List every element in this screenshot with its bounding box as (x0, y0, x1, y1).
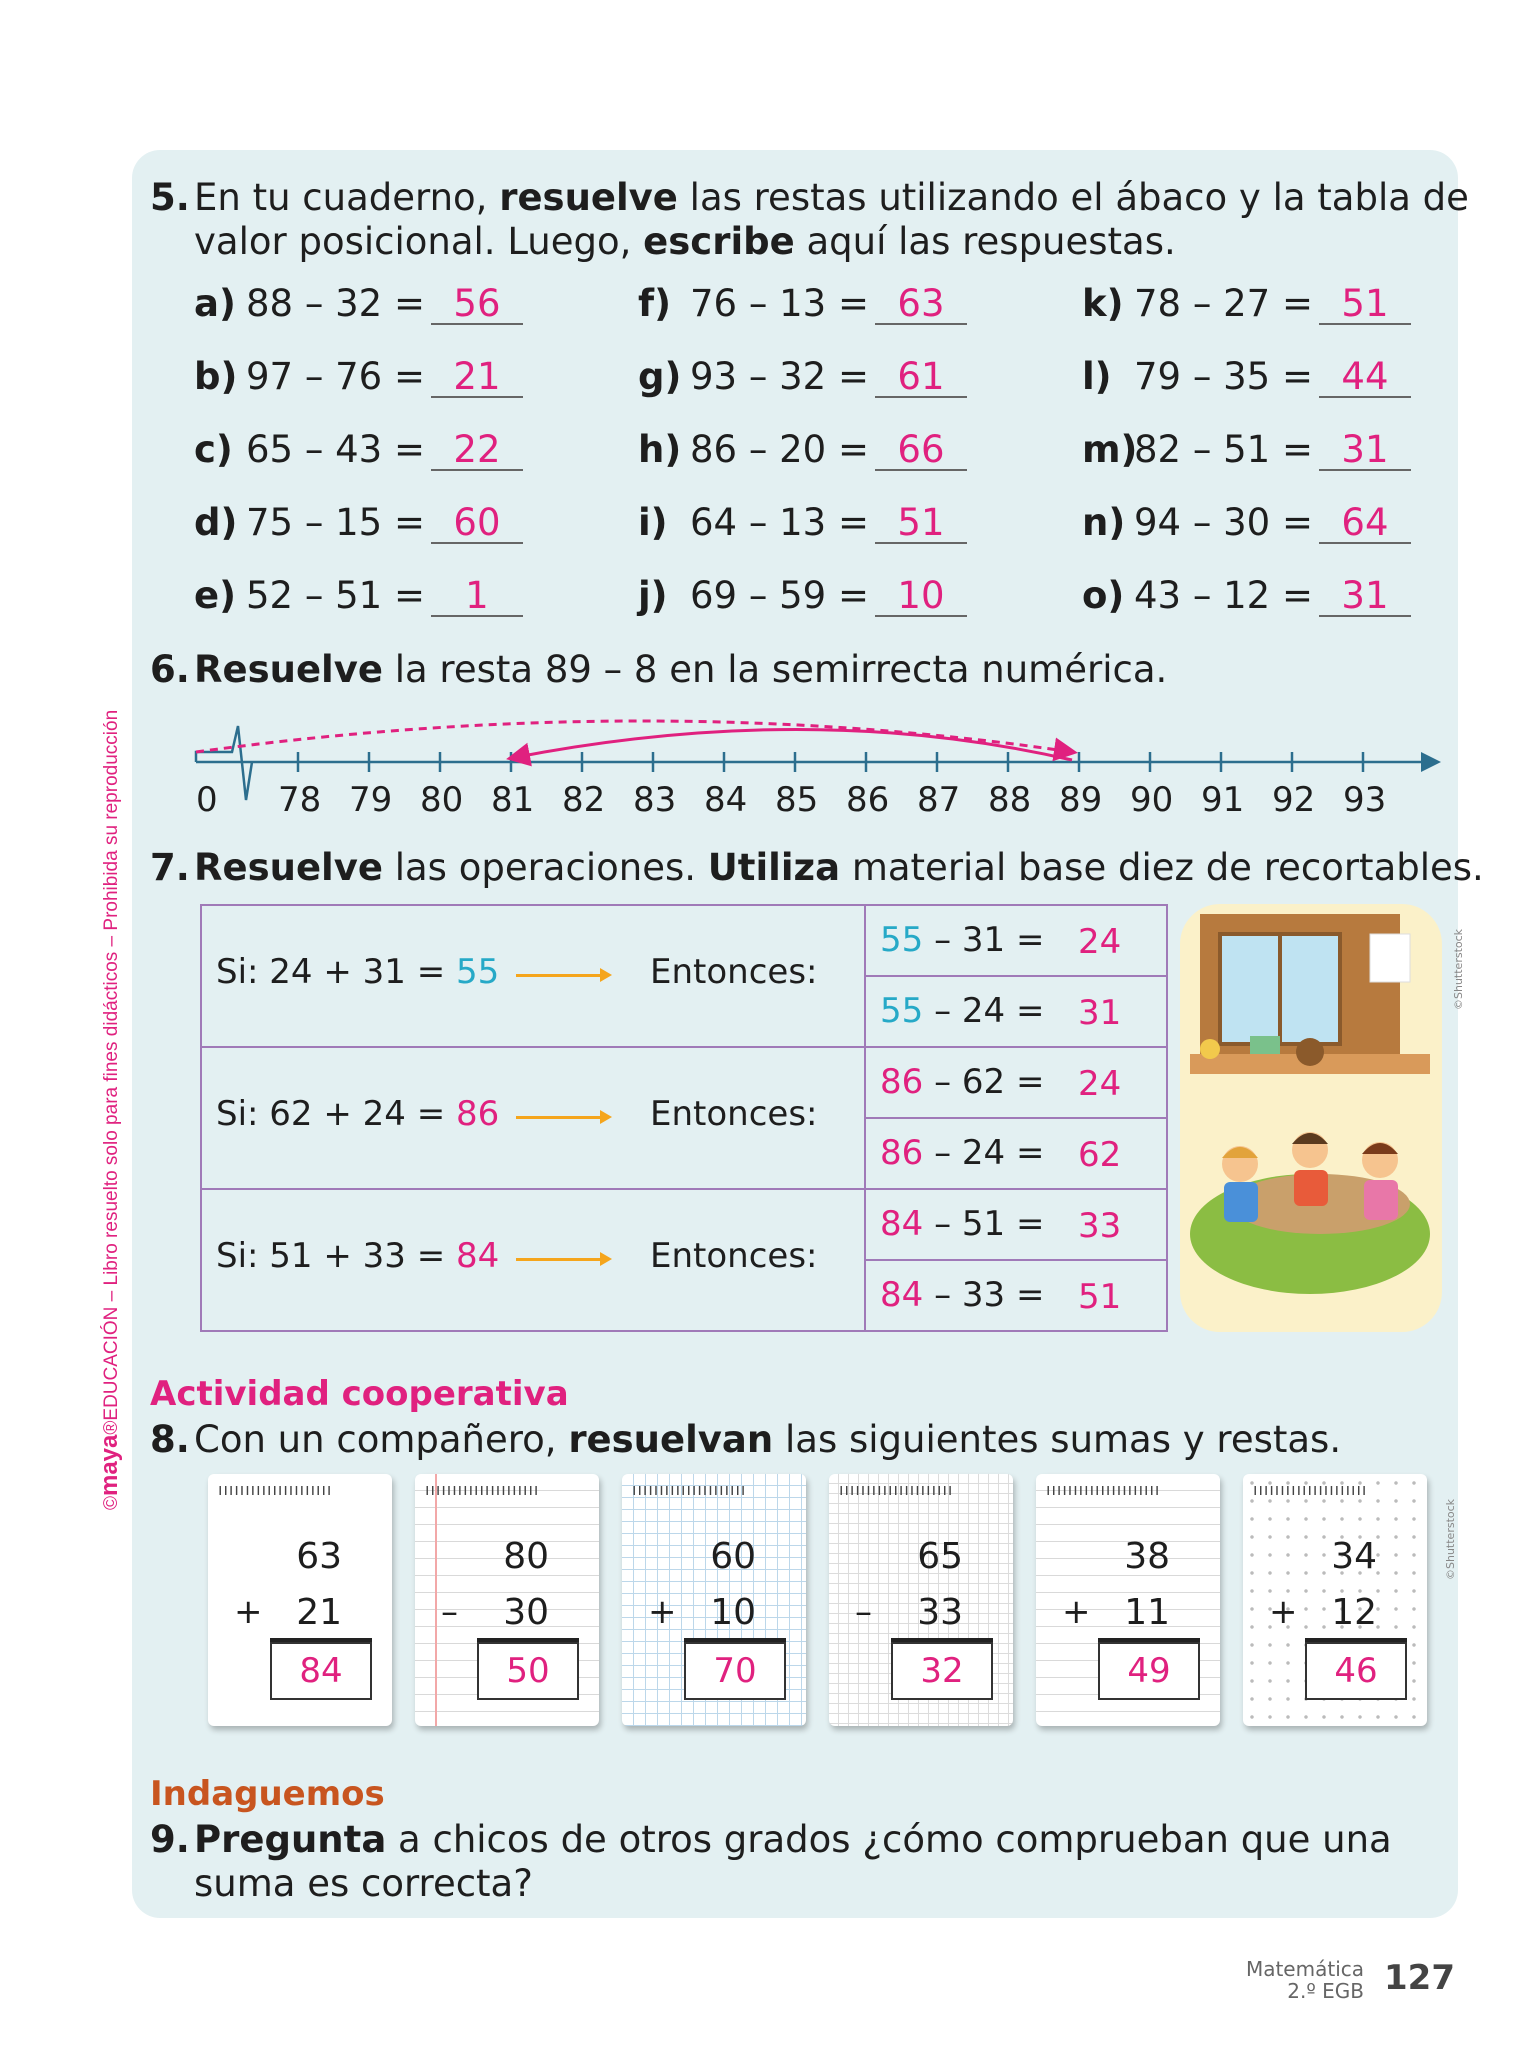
entonces-label: Entonces: (650, 1094, 818, 1134)
image-credit-2: ©Shutterstock (1444, 1498, 1457, 1580)
given-sum: Si: 62 + 24 = 86 (216, 1094, 500, 1134)
given-sum: Si: 24 + 31 = 55 (216, 952, 500, 992)
subtraction-arrow (512, 729, 1072, 760)
image-credit: ©Shutterstock (1452, 928, 1465, 1010)
spiral-rings-icon: ııııııııııııııııııııı (632, 1480, 747, 1499)
subtraction-cell (864, 1119, 1168, 1190)
item-label: f) (638, 282, 672, 325)
bottom-number: 11 (1124, 1592, 1170, 1633)
operator-sign: + (1062, 1592, 1091, 1632)
number-line-label: 87 (917, 780, 961, 820)
item-label: i) (638, 501, 668, 544)
item-label: b) (194, 355, 238, 398)
footer-subject: Matemática 2.º EGB (1245, 1957, 1364, 2003)
spiral-rings-icon: ııııııııııııııııııııı (425, 1480, 540, 1499)
operation: – 33 = (934, 1275, 1045, 1315)
notebook-card (1243, 1474, 1427, 1726)
item-expression: 86 – 20 = (690, 428, 869, 471)
number-line-label: 83 (633, 780, 677, 820)
answer-blank[interactable]: 60 (431, 504, 523, 544)
answer-blank[interactable]: 44 (1319, 358, 1411, 398)
item-label: m) (1082, 428, 1138, 471)
minuend: 86 (880, 1062, 924, 1102)
item-expression: 97 – 76 = (246, 355, 425, 398)
subtraction-cell (864, 977, 1168, 1048)
subtraction-cell (864, 906, 1168, 977)
answer-blank[interactable]: 1 (431, 577, 523, 617)
number-line-label: 84 (704, 780, 748, 820)
number-line-label: 0 (196, 780, 218, 820)
number-line-label: 89 (1059, 780, 1103, 820)
notebook-card (1036, 1474, 1220, 1726)
item-label: c) (194, 428, 233, 471)
number-line-label: 78 (278, 780, 322, 820)
item-expression: 94 – 30 = (1134, 501, 1313, 544)
notebook-card (415, 1474, 599, 1726)
answer-blank[interactable]: 63 (875, 285, 967, 325)
side-copyright-text: ©maya®EDUCACIÓN – Libro resuelto solo para fines didácticos – Prohibida su reproducción (96, 709, 123, 1510)
operation: – 31 = (934, 920, 1045, 960)
subtraction-cell (864, 1048, 1168, 1119)
answer-blank[interactable]: 64 (1319, 504, 1411, 544)
item-label: h) (638, 428, 682, 471)
bottom-number: 30 (503, 1592, 549, 1633)
answer-box[interactable]: 84 (270, 1642, 372, 1700)
result[interactable]: 31 (1078, 993, 1122, 1033)
cooperative-heading: Actividad cooperativa (150, 1374, 569, 1414)
top-number: 65 (917, 1536, 963, 1577)
answer-blank[interactable]: 31 (1319, 577, 1411, 617)
number-line-label: 85 (775, 780, 819, 820)
number-line-label: 86 (846, 780, 890, 820)
spiral-rings-icon: ııııııııııııııııııııı (1253, 1480, 1368, 1499)
bottom-number: 10 (710, 1592, 756, 1633)
result[interactable]: 24 (1078, 922, 1122, 962)
minuend: 55 (880, 920, 924, 960)
operations-table (200, 904, 1168, 1332)
item-label: d) (194, 501, 238, 544)
minuend: 86 (880, 1133, 924, 1173)
answer-box[interactable]: 49 (1098, 1642, 1200, 1700)
operation: – 24 = (934, 1133, 1045, 1173)
number-line-label: 80 (420, 780, 464, 820)
top-number: 34 (1331, 1536, 1377, 1577)
item-expression: 76 – 13 = (690, 282, 869, 325)
minuend: 84 (880, 1204, 924, 1244)
item-label: k) (1082, 282, 1124, 325)
item-expression: 79 – 35 = (1134, 355, 1313, 398)
item-expression: 78 – 27 = (1134, 282, 1313, 325)
number-line-label: 91 (1201, 780, 1245, 820)
top-number: 63 (296, 1536, 342, 1577)
answer-box[interactable]: 50 (477, 1642, 579, 1700)
answer-blank[interactable]: 66 (875, 431, 967, 471)
classroom-illustration (1180, 904, 1442, 1332)
answer-box[interactable]: 46 (1305, 1642, 1407, 1700)
answer-blank[interactable]: 22 (431, 431, 523, 471)
item-expression: 75 – 15 = (246, 501, 425, 544)
page-number: 127 (1384, 1958, 1455, 1998)
number-line-label: 81 (491, 780, 535, 820)
exercise-5-instruction: 5. En tu cuaderno, resuelve las restas utilizando el ábaco y la tabla de valor posicional. Luego, escribe aquí las respuestas. (150, 176, 1469, 263)
answer-box[interactable]: 70 (684, 1642, 786, 1700)
entonces-label: Entonces: (650, 952, 818, 992)
operator-sign: – (855, 1592, 872, 1632)
answer-blank[interactable]: 61 (875, 358, 967, 398)
operator-sign: + (1269, 1592, 1298, 1632)
result[interactable]: 62 (1078, 1135, 1122, 1175)
minuend: 55 (880, 991, 924, 1031)
item-expression: 52 – 51 = (246, 574, 425, 617)
operator-sign: – (441, 1592, 458, 1632)
notebook-card (622, 1474, 806, 1726)
answer-blank[interactable]: 56 (431, 285, 523, 325)
exercise-9-instruction: 9. Pregunta a chicos de otros grados ¿cómo comprueban que una suma es correcta? (150, 1818, 1392, 1905)
spiral-rings-icon: ııııııııııııııııııııı (839, 1480, 954, 1499)
item-label: n) (1082, 501, 1126, 544)
operation: – 62 = (934, 1062, 1045, 1102)
top-number: 60 (710, 1536, 756, 1577)
item-label: o) (1082, 574, 1125, 617)
item-label: g) (638, 355, 682, 398)
number-line-label: 93 (1343, 780, 1387, 820)
top-number: 80 (503, 1536, 549, 1577)
operation: – 24 = (934, 991, 1045, 1031)
table-row (202, 1048, 864, 1190)
result[interactable]: 24 (1078, 1064, 1122, 1104)
exercise-8-instruction: 8. Con un compañero, resuelvan las siguientes sumas y restas. (150, 1418, 1342, 1461)
answer-box[interactable]: 32 (891, 1642, 993, 1700)
orange-arrow-icon (516, 1258, 608, 1261)
number-line (0, 0, 1536, 840)
operation: – 51 = (934, 1204, 1045, 1244)
exercise-7-instruction: 7. Resuelve las operaciones. Utiliza material base diez de recortables. (150, 846, 1484, 889)
inquiry-heading: Indaguemos (150, 1774, 385, 1814)
bottom-number: 33 (917, 1592, 963, 1633)
item-label: l) (1082, 355, 1112, 398)
answer-blank[interactable]: 51 (875, 504, 967, 544)
result[interactable]: 51 (1078, 1277, 1122, 1317)
table-row (202, 906, 864, 1048)
spiral-rings-icon: ııııııııııııııııııııı (218, 1480, 333, 1499)
spiral-rings-icon: ııııııııııııııııııııı (1046, 1480, 1161, 1499)
top-number: 38 (1124, 1536, 1170, 1577)
answer-blank[interactable]: 51 (1319, 285, 1411, 325)
bottom-number: 12 (1331, 1592, 1377, 1633)
item-expression: 65 – 43 = (246, 428, 425, 471)
item-expression: 69 – 59 = (690, 574, 869, 617)
item-label: e) (194, 574, 237, 617)
number-line-label: 90 (1130, 780, 1174, 820)
item-expression: 64 – 13 = (690, 501, 869, 544)
answer-blank[interactable]: 10 (875, 577, 967, 617)
exercise-6-instruction: 6. Resuelve la resta 89 – 8 en la semirrecta numérica. (150, 648, 1168, 691)
item-label: j) (638, 574, 668, 617)
minuend: 84 (880, 1275, 924, 1315)
result[interactable]: 33 (1078, 1206, 1122, 1246)
item-expression: 43 – 12 = (1134, 574, 1313, 617)
answer-blank[interactable]: 21 (431, 358, 523, 398)
operator-sign: + (234, 1592, 263, 1632)
notebook-card (829, 1474, 1013, 1726)
number-line-label: 82 (562, 780, 606, 820)
item-expression: 82 – 51 = (1134, 428, 1313, 471)
entonces-label: Entonces: (650, 1236, 818, 1276)
operator-sign: + (648, 1592, 677, 1632)
item-label: a) (194, 282, 236, 325)
item-expression: 93 – 32 = (690, 355, 869, 398)
subtraction-cell (864, 1190, 1168, 1261)
subtraction-cell (864, 1261, 1168, 1332)
orange-arrow-icon (516, 974, 608, 977)
item-expression: 88 – 32 = (246, 282, 425, 325)
table-row (202, 1190, 864, 1332)
answer-blank[interactable]: 31 (1319, 431, 1411, 471)
number-line-label: 79 (349, 780, 393, 820)
bottom-number: 21 (296, 1592, 342, 1633)
number-line-label: 88 (988, 780, 1032, 820)
orange-arrow-icon (516, 1116, 608, 1119)
number-line-label: 92 (1272, 780, 1316, 820)
notebook-card (208, 1474, 392, 1726)
given-sum: Si: 51 + 33 = 84 (216, 1236, 500, 1276)
